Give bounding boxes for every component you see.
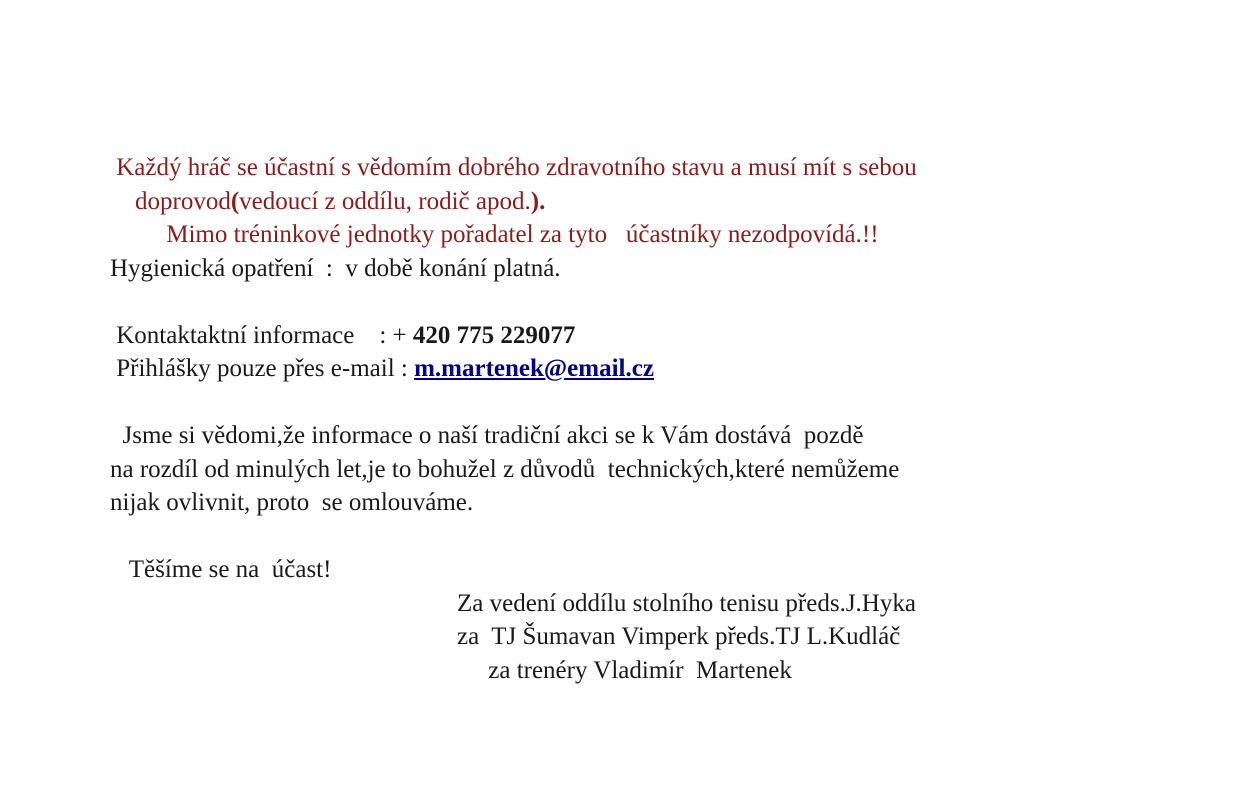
contact-label: Kontaktaktní informace : + <box>110 321 413 349</box>
apology-line-3 <box>110 486 1130 520</box>
email-link[interactable]: m.martenek@email.cz <box>414 355 654 382</box>
closing-text: Těšíme se na účast! <box>110 556 332 583</box>
document-page <box>110 151 1130 687</box>
apology-line-2 <box>110 453 1130 487</box>
hygiene-line <box>110 252 1130 286</box>
blank-line-2 <box>110 386 1130 420</box>
email-label: Přihlášky pouze přes e-mail : <box>110 355 415 382</box>
signature-line-2 <box>457 620 1130 654</box>
signature-line-1 <box>457 587 1130 621</box>
contact-line <box>110 319 1130 353</box>
escort-paren-content: vedoucí z oddílu, rodič apod. <box>239 187 531 215</box>
apology-text-3: nijak ovlivnit, proto se omlouváme. <box>110 489 474 516</box>
escort-text: doprovod <box>110 187 231 215</box>
email-line <box>110 352 1130 386</box>
health-notice-line-2 <box>110 185 1130 219</box>
signature-text-2: za TJ Šumavan Vimperk předs.TJ L.Kudláč <box>457 623 901 650</box>
apology-text-2: na rozdíl od minulých let,je to bohužel z důvodů technických,které nemůžeme <box>110 455 900 483</box>
signature-text-3: za trenéry Vladimír Martenek <box>457 656 792 684</box>
blank-line-3 <box>110 520 1130 554</box>
signature-text-1: Za vedení oddílu stolního tenisu předs.J.Hyka <box>457 589 916 617</box>
phone-number: 420 775 229077 <box>412 321 576 349</box>
apology-text-1: Jsme si vědomi,že informace o naší tradiční akci se k Vám dostává pozdě <box>110 422 864 449</box>
signature-line-3 <box>457 654 1130 688</box>
liability-notice-text: Mimo tréninkové jednotky pořadatel za tyto účastníky nezodpovídá.!! <box>110 221 879 248</box>
apology-line-1 <box>110 419 1130 453</box>
escort-paren-open: ( <box>230 187 240 215</box>
health-notice-line-1 <box>110 151 1130 185</box>
escort-paren-close: ). <box>530 187 546 215</box>
liability-notice-line <box>110 218 1130 252</box>
health-notice-text-1: Každý hráč se účastní s vědomím dobrého zdravotního stavu a musí mít s sebou <box>110 154 917 181</box>
blank-line-1 <box>110 285 1130 319</box>
closing-line <box>110 553 1130 587</box>
hygiene-text: Hygienická opatření : v době konání platná. <box>110 254 561 282</box>
